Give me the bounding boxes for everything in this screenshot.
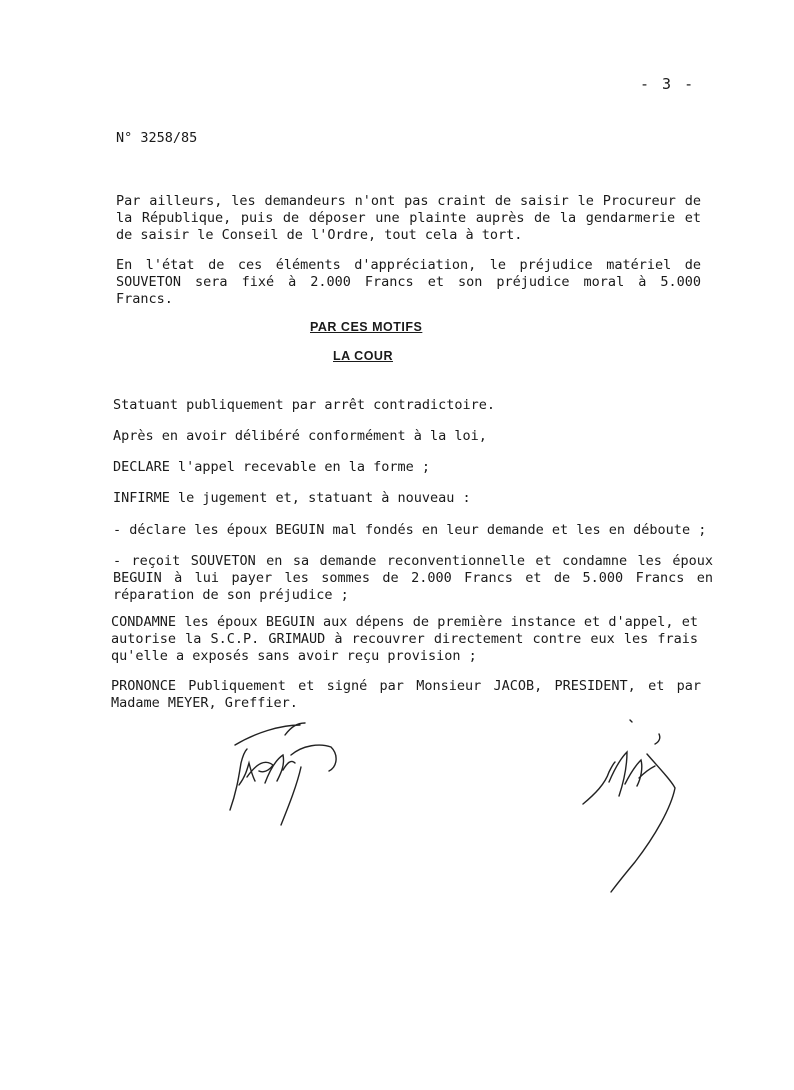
president-signature (575, 712, 690, 897)
heading-la-cour: LA COUR (333, 349, 393, 363)
decision-apres-delibere: Après en avoir délibéré conformément à la loi, (113, 428, 487, 444)
decision-statuant: Statuant publiquement par arrêt contradictoire. (113, 397, 496, 413)
paragraph-procureur: Par ailleurs, les demandeurs n'ont pas craint de saisir le Procureur de la République, puis de déposer une plainte auprès de la gendarmerie et de saisir le Conseil de l'Ordre, tout cela à tort. (116, 193, 701, 243)
heading-par-ces-motifs: PAR CES MOTIFS (310, 320, 423, 334)
greffier-signature (225, 715, 350, 830)
page-number: - 3 - (640, 75, 696, 93)
decision-declare: DECLARE l'appel recevable en la forme ; (113, 459, 430, 475)
decision-infirme: INFIRME le jugement et, statuant à nouveau : (113, 490, 471, 506)
decision-recoit: - reçoit SOUVETON en sa demande reconventionnelle et condamne les époux BEGUIN à lui payer les sommes de 2.000 Francs et de 5.000 Francs en réparation de son préjudice ; (113, 553, 713, 603)
decision-prononce: PRONONCE Publiquement et signé par Monsieur JACOB, PRESIDENT, et par Madame MEYER, Greffier. (111, 678, 701, 711)
case-reference: N° 3258/85 (116, 130, 198, 146)
decision-condamne: CONDAMNE les époux BEGUIN aux dépens de première instance et d'appel, et autorise la S.C.P. GRIMAUD à recouvrer directement contre eux les frais qu'elle a exposés sans avoir reçu provision ; (111, 614, 698, 664)
paragraph-prejudice: En l'état de ces éléments d'appréciation, le préjudice matériel de SOUVETON sera fixé à 2.000 Francs et son préjudice moral à 5.000 Francs. (116, 257, 701, 307)
decision-deboute: - déclare les époux BEGUIN mal fondés en leur demande et les en déboute ; (113, 522, 707, 538)
